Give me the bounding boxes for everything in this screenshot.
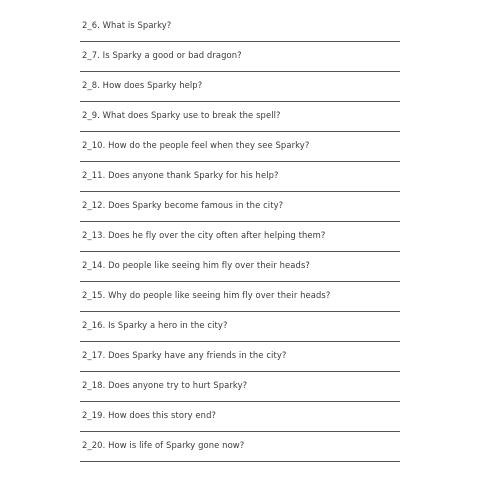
answer-line (80, 101, 400, 102)
question-item (80, 17, 400, 47)
question-text: 2_10. How do the people feel when they see Sparky? (82, 140, 310, 150)
question-item (80, 107, 400, 137)
question-item (80, 167, 400, 197)
question-text: 2_13. Does he fly over the city often after helping them? (82, 230, 326, 240)
answer-line (80, 221, 400, 222)
answer-line (80, 71, 400, 72)
answer-line (80, 251, 400, 252)
question-item (80, 437, 400, 467)
question-item (80, 407, 400, 437)
answer-line (80, 191, 400, 192)
question-item (80, 317, 400, 347)
question-text: 2_17. Does Sparky have any friends in the city? (82, 350, 287, 360)
question-text: 2_8. How does Sparky help? (82, 80, 203, 90)
question-text: 2_19. How does this story end? (82, 410, 217, 420)
question-text: 2_12. Does Sparky become famous in the city? (82, 200, 284, 210)
answer-line (80, 371, 400, 372)
question-text: 2_11. Does anyone thank Sparky for his help? (82, 170, 279, 180)
question-text: 2_14. Do people like seeing him fly over their heads? (82, 260, 310, 270)
question-item (80, 137, 400, 167)
question-item (80, 77, 400, 107)
question-text: 2_9. What does Sparky use to break the spell? (82, 110, 281, 120)
question-item (80, 47, 400, 77)
question-item (80, 287, 400, 317)
question-item (80, 227, 400, 257)
answer-line (80, 401, 400, 402)
answer-line (80, 341, 400, 342)
question-text: 2_18. Does anyone try to hurt Sparky? (82, 380, 248, 390)
answer-line (80, 461, 400, 462)
question-text: 2_6. What is Sparky? (82, 20, 172, 30)
answer-line (80, 431, 400, 432)
question-text: 2_16. Is Sparky a hero in the city? (82, 320, 228, 330)
answer-line (80, 41, 400, 42)
question-item (80, 377, 400, 407)
question-item (80, 197, 400, 227)
question-item (80, 347, 400, 377)
question-text: 2_7. Is Sparky a good or bad dragon? (82, 50, 242, 60)
answer-line (80, 311, 400, 312)
question-text: 2_15. Why do people like seeing him fly over their heads? (82, 290, 331, 300)
question-text: 2_20. How is life of Sparky gone now? (82, 440, 245, 450)
answer-line (80, 281, 400, 282)
question-item (80, 257, 400, 287)
answer-line (80, 161, 400, 162)
answer-line (80, 131, 400, 132)
